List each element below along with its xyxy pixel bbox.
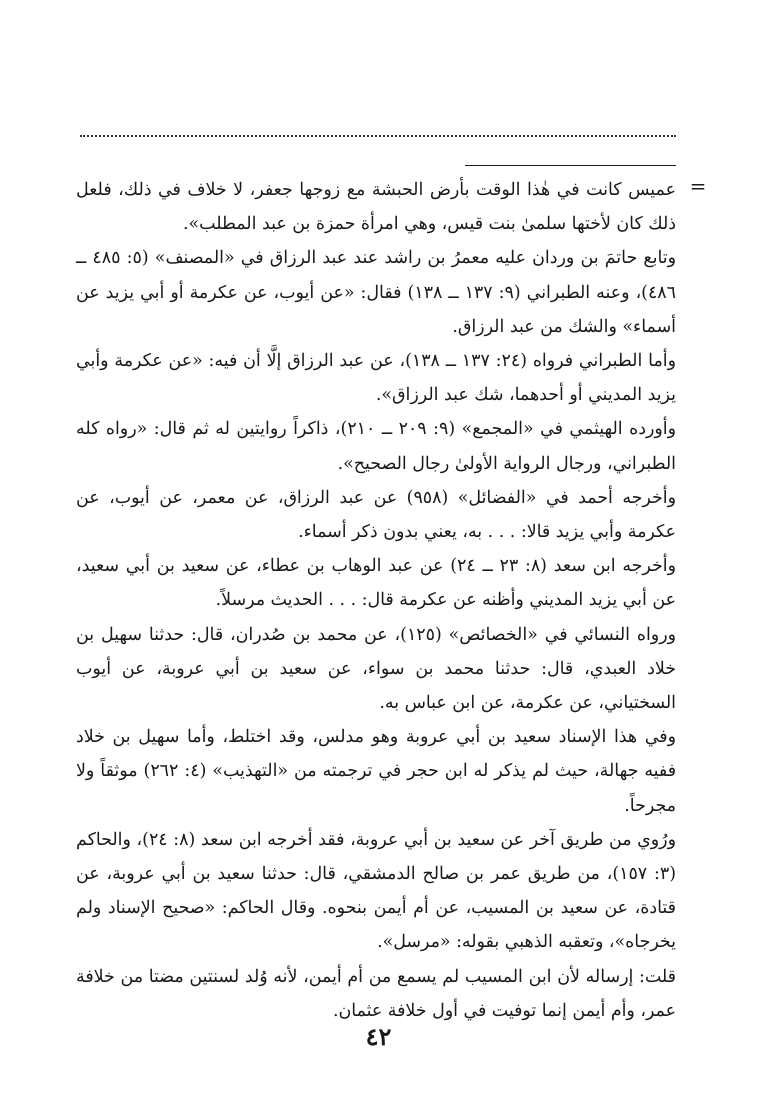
page-number: ٤٢ [365, 1022, 392, 1051]
footnote-paragraph: وأما الطبراني فرواه (٢٤: ١٣٧ ــ ١٣٨)، عن عبد الرزاق إلَّا أن فيه: «عن عكرمة وأبي يزيد المديني أو أحدهما، شك عبد الرزاق». [76, 351, 676, 406]
footnote-body [76, 173, 676, 1028]
footnote-rule [465, 165, 676, 166]
footnote-paragraph: ورواه النسائي في «الخصائص» (١٢٥)، عن محمد بن صُدران، قال: حدثنا سهيل بن خلاد العبدي، قال: حدثنا محمد بن سواء، عن سعيد بن أبي عروبة، عن أيوب السختياني، عن عكرمة، عن ابن عباس به. [76, 624, 676, 714]
continuation-marker: = [689, 174, 707, 198]
footnote-paragraph: وأورده الهيثمي في «المجمع» (٩: ٢٠٩ ــ ٢١٠)، ذاكراً روايتين له ثم قال: «رواه كله الطبراني، ورجال الرواية الأولىٰ رجال الصحيح». [76, 419, 677, 474]
footnote-paragraph: وتابع حاتمَ بن وردان عليه معمرُ بن راشد عند عبد الرزاق في «المصنف» (٥: ٤٨٥ ــ ٤٨٦)، وعنه الطبراني (٩: ١٣٧ ــ ١٣٨) فقال: «عن أيوب، عن عكرمة أو أبي يزيد عن أسماء» والشك من عبد الرزاق. [76, 248, 677, 337]
footnote-paragraph: ورُوي من طريق آخر عن سعيد بن أبي عروبة، فقد أخرجه ابن سعد (٨: ٢٤)، والحاكم (٣: ١٥٧)، من طريق عمر بن صالح الدمشقي، قال: حدثنا سعيد بن أبي عروبة، عن قتادة، عن سعيد بن المسيب، عن أم أيمن بنحوه. وقال الحاكم: «صحيح الإسناد ولم يخرجاه»، وتعقبه الذهبي بقوله: «مرسل». [76, 829, 677, 953]
dotted-separator [80, 135, 676, 137]
footnote-paragraph: وأخرجه أحمد في «الفضائل» (٩٥٨) عن عبد الرزاق، عن معمر، عن أيوب، عن عكرمة وأبي يزيد قالا: . . . به، يعني بدون ذكر أسماء. [76, 487, 677, 543]
footnote-paragraph: وأخرجه ابن سعد (٨: ٢٣ ــ ٢٤) عن عبد الوهاب بن عطاء، عن سعيد بن أبي سعيد، عن أبي يزيد المديني وأظنه عن عكرمة قال: . . . الحديث مرسلاً. [76, 556, 676, 611]
footnote-paragraph: وفي هذا الإسناد سعيد بن أبي عروبة وهو مدلس، وقد اختلط، وأما سهيل بن خلاد ففيه جهالة، حيث لم يذكر له ابن حجر في ترجمته من «التهذيب» (٤: ٢٦٢) موثقاً ولا مجرحاً. [76, 727, 677, 816]
footnote-paragraph: قلت: إرساله لأن ابن المسيب لم يسمع من أم أيمن، لأنه وُلد لسنتين مضتا من خلافة عمر، وأم أيمن إنما توفيت في أول خلافة عثمان. [76, 966, 676, 1021]
footnote-paragraph: عميس كانت في هٰذا الوقت بأرض الحبشة مع زوجها جعفر، لا خلاف في ذلك، فلعل ذلك كان لأختها سلمىٰ بنت قيس، وهي امرأة حمزة بن عبد المطلب». [76, 180, 676, 235]
